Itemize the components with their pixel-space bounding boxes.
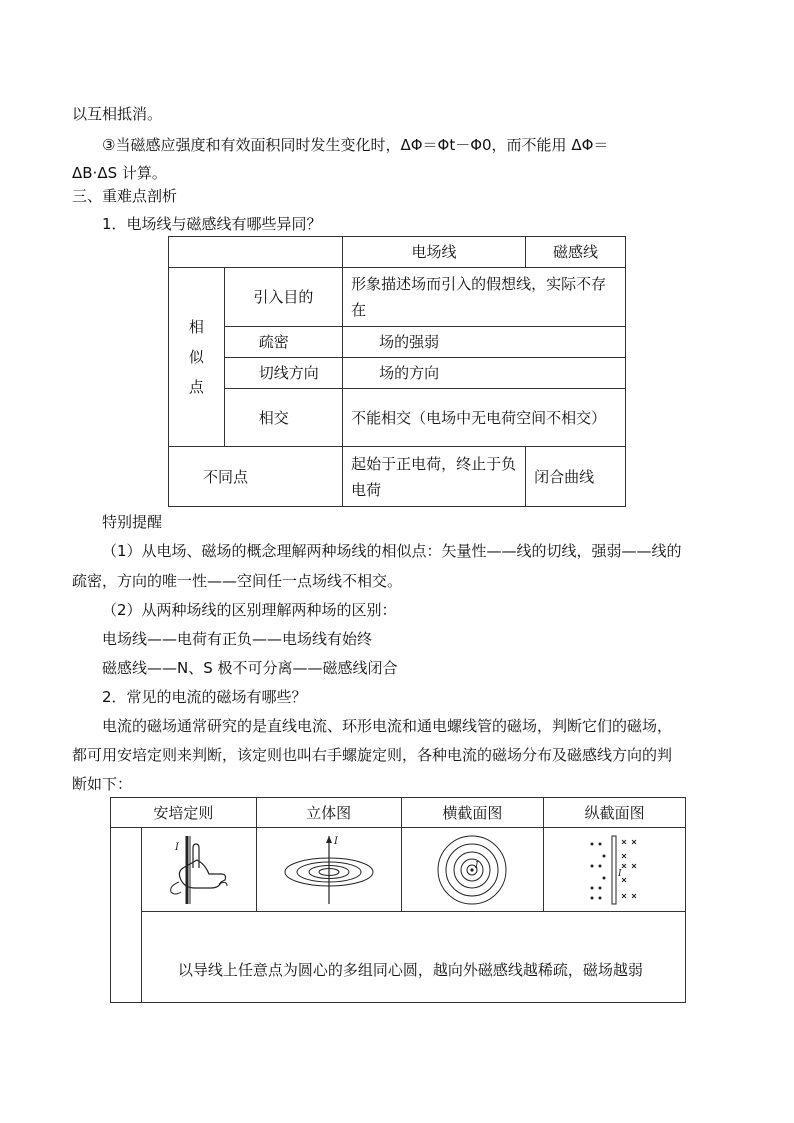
- note-paragraph: （2）从两种场线的区别理解两种场的区别：: [102, 601, 397, 619]
- note-paragraph: （1）从电场、磁场的概念理解两种场线的相似点：矢量性——线的切线，强弱——线的: [102, 542, 682, 560]
- magnetic-field-figure-table: [110, 797, 686, 1003]
- figure-header-cell: 纵截面图: [544, 798, 686, 828]
- row-value: 场的方向: [343, 358, 626, 389]
- row-label: 引入目的: [224, 268, 342, 327]
- question-heading: 2．常见的电流的磁场有哪些？: [102, 688, 307, 706]
- cross-section-illustration: [434, 832, 510, 908]
- current-label: I: [174, 841, 179, 853]
- note-title: 特别提醒: [102, 513, 163, 531]
- body-paragraph: 都可用安培定则来判断，该定则也叫右手螺旋定则，各种电流的磁场分布及磁感线方向的判: [72, 746, 673, 764]
- figure-header-cell: 横截面图: [401, 798, 544, 828]
- concentric-field-3d-illustration: [281, 834, 377, 906]
- question-heading: 1．电场线与磁感线有哪些异同？: [102, 215, 322, 233]
- row-value: 形象描述场而引入的假想线，实际不存在: [343, 268, 626, 327]
- figure-header-cell: 立体图: [256, 798, 401, 828]
- current-label: I: [475, 860, 479, 871]
- row-label: 相交: [224, 389, 342, 447]
- note-paragraph: 磁感线——N、S 极不可分离——磁感线闭合: [102, 659, 398, 677]
- figure-side-cell: [111, 828, 142, 1003]
- 3d-view-cell: [256, 828, 401, 912]
- row-value: 场的强弱: [343, 327, 626, 358]
- comparison-table: [168, 236, 626, 507]
- header-magnetic-lines: 磁感线: [526, 237, 626, 268]
- text-line: ③当磁感应强度和有效面积同时发生变化时，ΔΦ＝Φt－Φ0，而不能用 ΔΦ＝: [102, 136, 609, 154]
- header-empty-cell: [169, 237, 343, 268]
- ampere-rule-cell: [141, 828, 256, 912]
- header-electric-lines: 电场线: [343, 237, 526, 268]
- body-paragraph: 电流的磁场通常研究的是直线电流、环形电流和通电螺线管的磁场，判断它们的磁场，: [102, 717, 673, 735]
- note-paragraph: 疏密，方向的唯一性——空间任一点场线不相交。: [72, 572, 403, 590]
- body-paragraph: 断如下：: [72, 775, 133, 793]
- text-line: 以互相抵消。: [72, 105, 163, 123]
- section-heading: 三、重难点剖析: [72, 187, 178, 205]
- figure-description: 以导线上任意点为圆心的多组同心圆，越向外磁感线越稀疏，磁场越弱: [141, 912, 685, 1003]
- text-line: ΔB·ΔS 计算。: [72, 164, 167, 182]
- row-label: 切线方向: [224, 358, 342, 389]
- right-hand-grip-illustration: [159, 832, 239, 908]
- row-label: 疏密: [224, 327, 342, 358]
- longitudinal-section-illustration: [580, 832, 650, 908]
- figure-header-cell: 安培定则: [111, 798, 257, 828]
- longitudinal-section-cell: [544, 828, 686, 912]
- note-paragraph: 电场线——电荷有正负——电场线有始终: [102, 630, 373, 648]
- similarity-group-label: 相似点: [169, 268, 225, 447]
- current-label: I: [617, 868, 622, 879]
- difference-magnetic: 闭合曲线: [526, 447, 626, 507]
- current-label: I: [333, 835, 338, 847]
- difference-label: 不同点: [169, 447, 343, 507]
- difference-electric: 起始于正电荷，终止于负电荷: [343, 447, 526, 507]
- row-value: 不能相交（电场中无电荷空间不相交）: [343, 389, 626, 447]
- cross-section-cell: [401, 828, 544, 912]
